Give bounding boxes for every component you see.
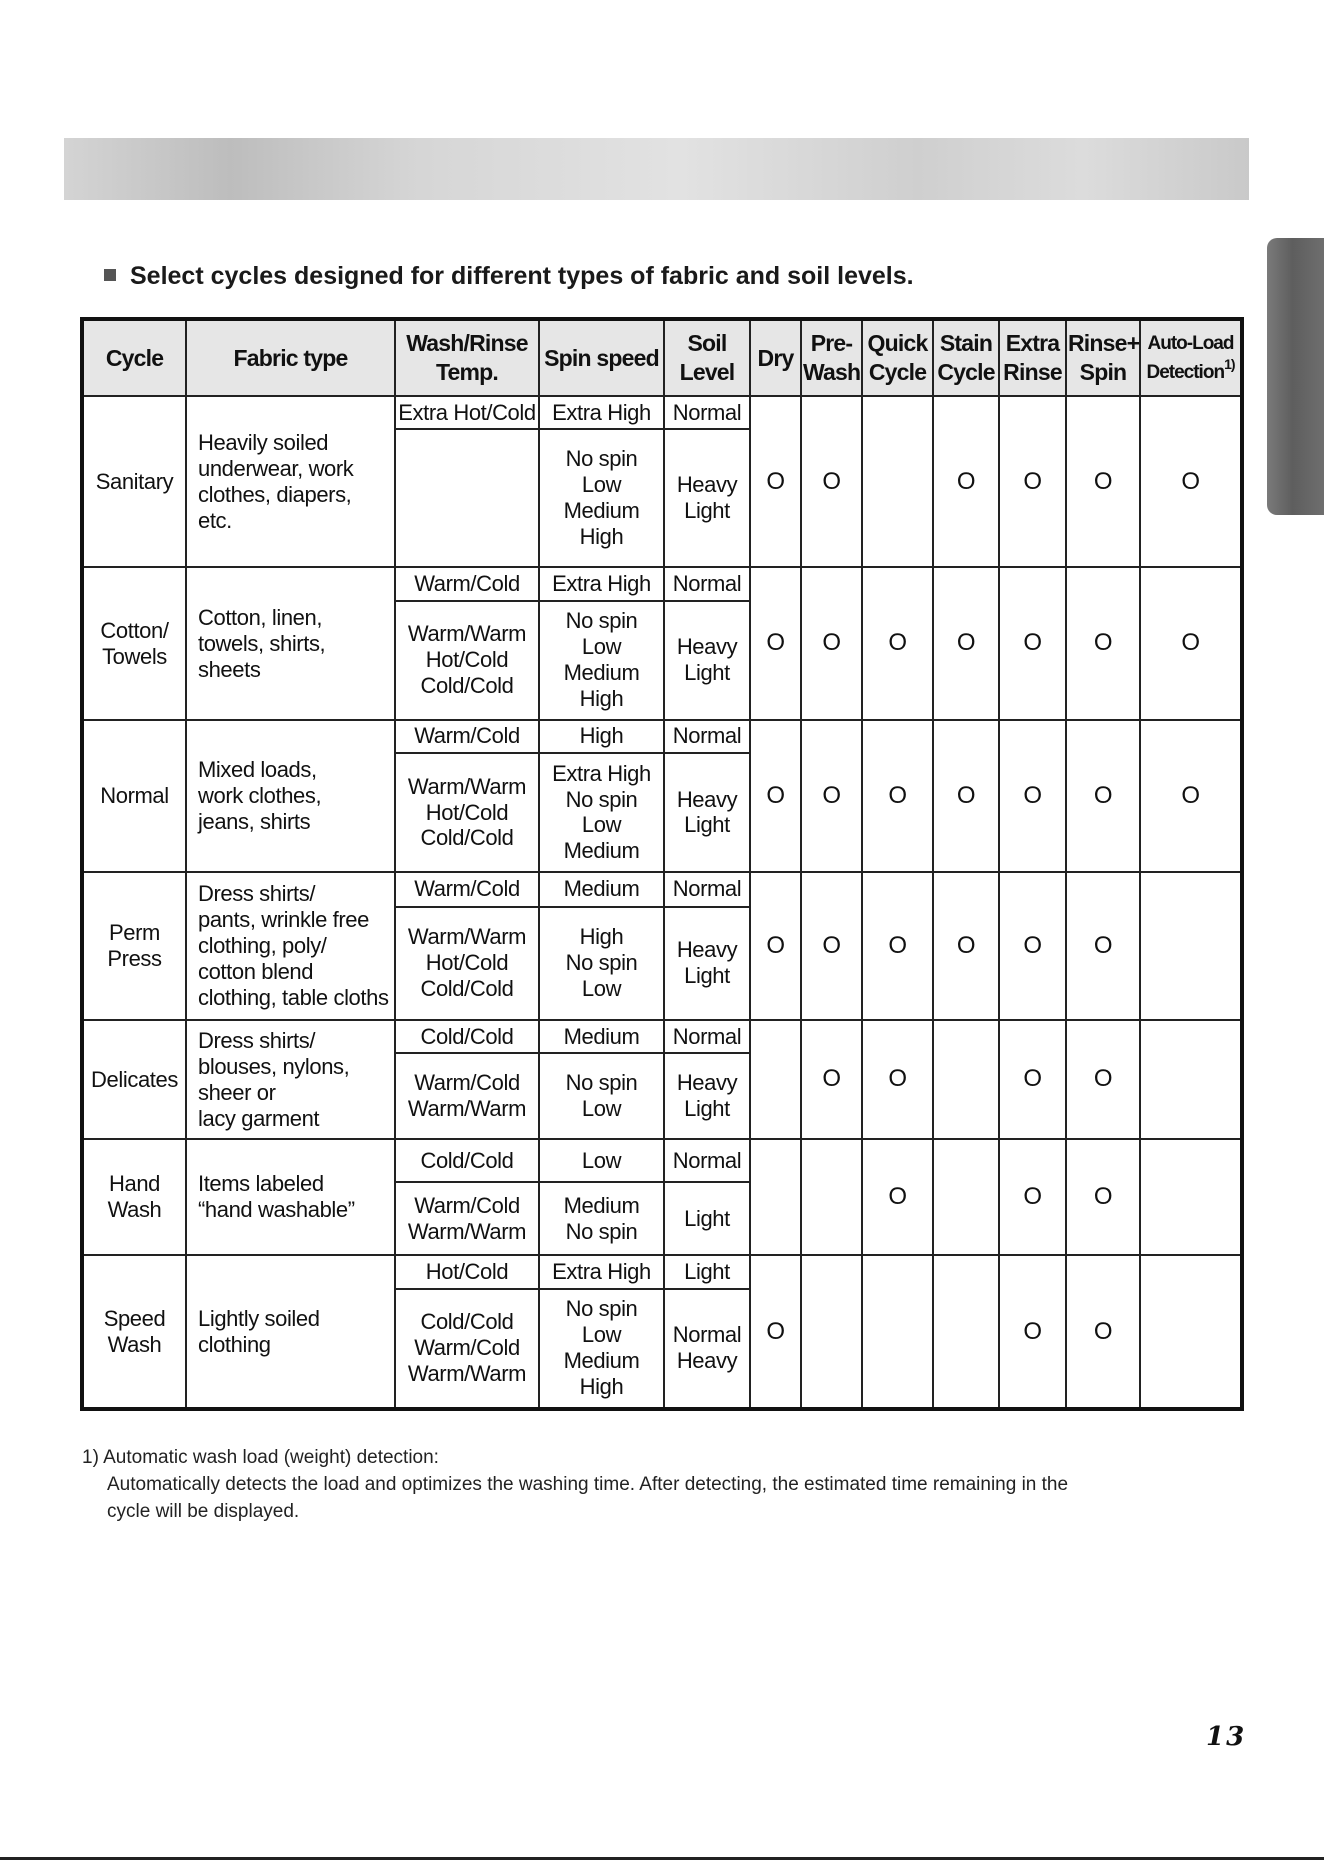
header-band bbox=[64, 138, 1249, 200]
option-quick-cycle-cell: O bbox=[862, 567, 933, 719]
option-prewash-cell bbox=[801, 1255, 862, 1409]
spin-default-cell: Extra High bbox=[539, 567, 664, 600]
square-bullet-icon bbox=[104, 269, 116, 281]
soil-default-cell: Normal bbox=[664, 1020, 750, 1053]
soil-options-cell: Normal Heavy bbox=[664, 1289, 750, 1409]
option-dry-cell: O bbox=[750, 720, 801, 872]
option-rinse-spin-cell: O bbox=[1066, 720, 1140, 872]
option-prewash-cell bbox=[801, 1139, 862, 1255]
header-spin-speed: Spin speed bbox=[539, 319, 664, 396]
option-extra-rinse-cell: O bbox=[999, 872, 1066, 1020]
header-auto-load-detection: Auto-Load Detection$^{1)}$ bbox=[1140, 319, 1242, 396]
header-stain-cycle: Stain Cycle bbox=[933, 319, 999, 396]
table-row bbox=[82, 396, 1242, 429]
option-stain-cycle-cell: O bbox=[933, 396, 999, 567]
option-extra-rinse-cell: O bbox=[999, 720, 1066, 872]
spin-default-cell: Medium bbox=[539, 1020, 664, 1053]
option-rinse-spin-cell: O bbox=[1066, 1139, 1140, 1255]
option-quick-cycle-cell: O bbox=[862, 1020, 933, 1139]
option-extra-rinse-cell: O bbox=[999, 1020, 1066, 1139]
header-cycle: Cycle bbox=[82, 319, 186, 396]
cycle-name-cell: Delicates bbox=[82, 1020, 186, 1139]
option-extra-rinse-cell: O bbox=[999, 1255, 1066, 1409]
option-dry-cell: O bbox=[750, 872, 801, 1020]
header-fabric-type: Fabric type bbox=[186, 319, 395, 396]
option-stain-cycle-cell bbox=[933, 1020, 999, 1139]
option-quick-cycle-cell: O bbox=[862, 1139, 933, 1255]
table-row bbox=[82, 1255, 1242, 1288]
fabric-type-cell: Dress shirts/ blouses, nylons, sheer or lacy garment bbox=[186, 1020, 395, 1139]
option-auto-load-cell: O bbox=[1140, 720, 1242, 872]
temp-default-cell: Warm/Cold bbox=[395, 567, 539, 600]
option-quick-cycle-cell: O bbox=[862, 872, 933, 1020]
soil-default-cell: Normal bbox=[664, 1139, 750, 1182]
temp-options-cell: Warm/Cold Warm/Warm bbox=[395, 1053, 539, 1139]
temp-default-cell: Hot/Cold bbox=[395, 1255, 539, 1288]
table-row bbox=[82, 567, 1242, 600]
cycle-name-cell: Normal bbox=[82, 720, 186, 872]
soil-default-cell: Normal bbox=[664, 720, 750, 753]
spin-default-cell: High bbox=[539, 720, 664, 753]
soil-default-cell: Normal bbox=[664, 872, 750, 907]
cycle-name-cell: Sanitary bbox=[82, 396, 186, 567]
footnote bbox=[82, 1444, 1262, 1525]
header-rinse-spin: Rinse+ Spin bbox=[1066, 319, 1140, 396]
intro-heading bbox=[104, 262, 914, 291]
spin-default-cell: Low bbox=[539, 1139, 664, 1182]
soil-options-cell: Heavy Light bbox=[664, 753, 750, 872]
header-dry: Dry bbox=[750, 319, 801, 396]
table-row bbox=[82, 1139, 1242, 1182]
temp-options-cell: Warm/Cold Warm/Warm bbox=[395, 1182, 539, 1255]
option-dry-cell bbox=[750, 1139, 801, 1255]
spin-options-cell: Medium No spin bbox=[539, 1182, 664, 1255]
footnote-title: 1) Automatic wash load (weight) detection: bbox=[82, 1447, 439, 1468]
spin-default-cell: Extra High bbox=[539, 396, 664, 429]
option-extra-rinse-cell: O bbox=[999, 1139, 1066, 1255]
cycle-name-cell: Perm Press bbox=[82, 872, 186, 1020]
spin-default-cell: Extra High bbox=[539, 1255, 664, 1288]
cycle-name-cell: Hand Wash bbox=[82, 1139, 186, 1255]
option-dry-cell bbox=[750, 1020, 801, 1139]
spin-options-cell: No spin Low Medium High bbox=[539, 429, 664, 567]
option-prewash-cell: O bbox=[801, 720, 862, 872]
option-dry-cell: O bbox=[750, 396, 801, 567]
option-rinse-spin-cell: O bbox=[1066, 1020, 1140, 1139]
soil-options-cell: Light bbox=[664, 1182, 750, 1255]
spin-options-cell: Extra High No spin Low Medium bbox=[539, 753, 664, 872]
fabric-type-cell: Heavily soiled underwear, work clothes, diapers, etc. bbox=[186, 396, 395, 567]
table-row bbox=[82, 872, 1242, 907]
option-rinse-spin-cell: O bbox=[1066, 567, 1140, 719]
option-auto-load-cell: O bbox=[1140, 396, 1242, 567]
soil-default-cell: Light bbox=[664, 1255, 750, 1288]
spin-options-cell: No spin Low bbox=[539, 1053, 664, 1139]
option-quick-cycle-cell bbox=[862, 1255, 933, 1409]
temp-options-cell bbox=[395, 429, 539, 567]
temp-default-cell: Warm/Cold bbox=[395, 720, 539, 753]
table-row bbox=[82, 1020, 1242, 1053]
header-prewash: Pre- Wash bbox=[801, 319, 862, 396]
soil-options-cell: Heavy Light bbox=[664, 601, 750, 720]
header-quick-cycle: Quick Cycle bbox=[862, 319, 933, 396]
table-row bbox=[82, 720, 1242, 753]
cycle-name-cell: Speed Wash bbox=[82, 1255, 186, 1409]
option-auto-load-cell bbox=[1140, 1255, 1242, 1409]
option-rinse-spin-cell: O bbox=[1066, 396, 1140, 567]
chapter-side-tab bbox=[1267, 238, 1324, 515]
temp-options-cell: Cold/Cold Warm/Cold Warm/Warm bbox=[395, 1289, 539, 1409]
soil-options-cell: Heavy Light bbox=[664, 429, 750, 567]
option-prewash-cell: O bbox=[801, 396, 862, 567]
option-stain-cycle-cell bbox=[933, 1139, 999, 1255]
header-soil-level: Soil Level bbox=[664, 319, 750, 396]
fabric-type-cell: Cotton, linen, towels, shirts, sheets bbox=[186, 567, 395, 719]
temp-default-cell: Cold/Cold bbox=[395, 1139, 539, 1182]
soil-options-cell: Heavy Light bbox=[664, 1053, 750, 1139]
spin-options-cell: High No spin Low bbox=[539, 907, 664, 1020]
bottom-rule bbox=[0, 1857, 1324, 1860]
option-dry-cell: O bbox=[750, 1255, 801, 1409]
fabric-type-cell: Items labeled “hand washable” bbox=[186, 1139, 395, 1255]
table-header-row bbox=[82, 319, 1242, 396]
option-prewash-cell: O bbox=[801, 567, 862, 719]
fabric-type-cell: Mixed loads, work clothes, jeans, shirts bbox=[186, 720, 395, 872]
fabric-type-cell: Dress shirts/ pants, wrinkle free clothing, poly/ cotton blend clothing, table cloths bbox=[186, 872, 395, 1020]
temp-options-cell: Warm/Warm Hot/Cold Cold/Cold bbox=[395, 601, 539, 720]
cycle-table-body bbox=[82, 396, 1242, 1409]
option-quick-cycle-cell bbox=[862, 396, 933, 567]
fabric-type-cell: Lightly soiled clothing bbox=[186, 1255, 395, 1409]
soil-default-cell: Normal bbox=[664, 396, 750, 429]
cycle-name-cell: Cotton/ Towels bbox=[82, 567, 186, 719]
option-rinse-spin-cell: O bbox=[1066, 872, 1140, 1020]
option-stain-cycle-cell: O bbox=[933, 872, 999, 1020]
temp-options-cell: Warm/Warm Hot/Cold Cold/Cold bbox=[395, 753, 539, 872]
option-auto-load-cell: O bbox=[1140, 567, 1242, 719]
option-prewash-cell: O bbox=[801, 1020, 862, 1139]
soil-options-cell: Heavy Light bbox=[664, 907, 750, 1020]
spin-options-cell: No spin Low Medium High bbox=[539, 601, 664, 720]
option-quick-cycle-cell: O bbox=[862, 720, 933, 872]
option-dry-cell: O bbox=[750, 567, 801, 719]
intro-text: Select cycles designed for different types of fabric and soil levels. bbox=[130, 262, 914, 290]
soil-default-cell: Normal bbox=[664, 567, 750, 600]
temp-default-cell: Warm/Cold bbox=[395, 872, 539, 907]
spin-options-cell: No spin Low Medium High bbox=[539, 1289, 664, 1409]
option-auto-load-cell bbox=[1140, 872, 1242, 1020]
header-temp: Wash/Rinse Temp. bbox=[395, 319, 539, 396]
option-rinse-spin-cell: O bbox=[1066, 1255, 1140, 1409]
footnote-line: cycle will be displayed. bbox=[107, 1501, 300, 1522]
option-stain-cycle-cell bbox=[933, 1255, 999, 1409]
cycle-table bbox=[80, 317, 1244, 1411]
temp-options-cell: Warm/Warm Hot/Cold Cold/Cold bbox=[395, 907, 539, 1020]
option-stain-cycle-cell: O bbox=[933, 567, 999, 719]
footnote-line: Automatically detects the load and optimizes the washing time. After detecting, the estimated time remaining in the bbox=[107, 1474, 1069, 1495]
option-auto-load-cell bbox=[1140, 1020, 1242, 1139]
option-prewash-cell: O bbox=[801, 872, 862, 1020]
spin-default-cell: Medium bbox=[539, 872, 664, 907]
temp-default-cell: Extra Hot/Cold bbox=[395, 396, 539, 429]
temp-default-cell: Cold/Cold bbox=[395, 1020, 539, 1053]
option-extra-rinse-cell: O bbox=[999, 567, 1066, 719]
option-extra-rinse-cell: O bbox=[999, 396, 1066, 567]
header-extra-rinse: Extra Rinse bbox=[999, 319, 1066, 396]
option-stain-cycle-cell: O bbox=[933, 720, 999, 872]
page-number: 13 bbox=[1206, 1722, 1247, 1752]
option-auto-load-cell bbox=[1140, 1139, 1242, 1255]
